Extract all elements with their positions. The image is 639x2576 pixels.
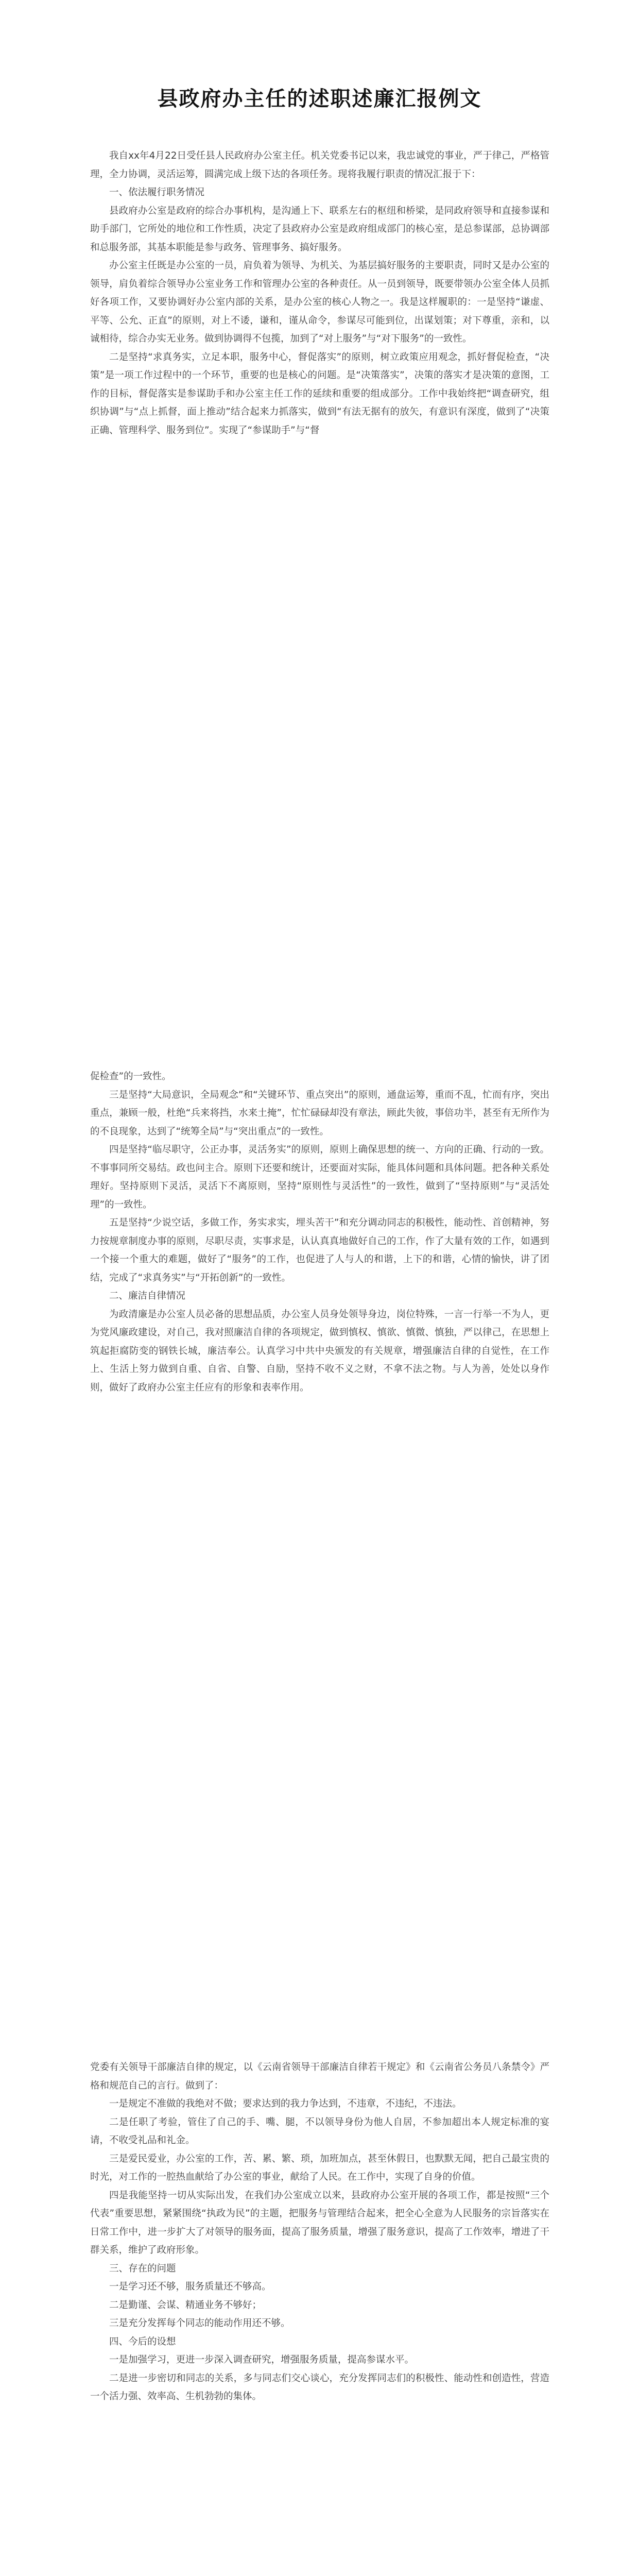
document-section-2 [90,1067,549,1397]
body-paragraph: 四是坚持“临尽职守，公正办事，灵活务实”的原则，原则上确保思想的统一、方向的正确、行动的一致。不事事同所交易结。政也问主合。原则下还要和统计，还要面对实际，能具体问题和具体问题。把各种关系处理好。坚持原则下灵活，灵活下不离原则，坚持“原则性与灵活性”的一致性，做到了“坚持原则”与“灵活处理”的一致性。 [90,1144,549,1210]
body-paragraph: 二是坚持“求真务实，立足本职，服务中心，督促落实”的原则，树立政策应用观念，抓好督促检查，“决策”是一项工作过程中的一个环节，重要的也是核心的问题。是“决策落实”，决策的落实才是决策的意图，工作的目标，督促落实是参谋助手和办公室主任工作的延续和重要的组成部分。工作中我始终把“调查研究，组织协调”与“点上抓督，面上推动”结合起来力抓落实，做到“有法无据有的放矢，有意识有深度，做到了“决策正确、管理科学、服务到位”。实现了“参谋助手”与“督 [90,351,549,436]
list-item: 一是学习还不够，服务质量还不够高。 [109,2281,271,2292]
continuation-paragraph: 党委有关领导干部廉洁自律的规定，以《云南省领导干部廉洁自律若干规定》和《云南省公务员八条禁令》严格和规范自己的言行。做到了： [90,2062,549,2091]
document-section-1 [90,147,549,439]
body-paragraph: 五是坚持“少说空话，多做工作，务实求实，埋头苦干”和充分调动同志的积极性，能动性、首创精神，努力按规章制度办事的原则，尽职尽责，实事求是，认认真真地做好自己的工作，作了大量有效的工作，如遇到一个接一个重大的难题，做好了“服务”的工作，也促进了人与人的和谐，上下的和谐，心情的愉快，讲了团结，完成了“求真务实”与“开拓创新”的一致性。 [90,1217,549,1283]
body-paragraph: 三是爱民爱业，办公室的工作，苦、累、繁、琐，加班加点，甚至休假日，也默默无闻，把自己最宝贵的时光，对工作的一腔热血献给了办公室的事业，献给了人民。在工作中，实现了自身的价值。 [90,2153,549,2182]
list-item: 二是勤谨、会谋、精通业务不够好； [109,2299,262,2311]
body-paragraph: 三是坚持“大局意识，全局观念”和“关键环节、重点突出”的原则，通盘运筹，重而不乱，忙而有序，突出重点，兼顾一般，杜绝“兵来将挡，水来土掩”，忙忙碌碌却没有章法，顾此失彼，事倍功半，甚至有无所作为的不良现象，达到了“统筹全局”与“突出重点”的一致性。 [90,1089,549,1137]
body-paragraph: 为政清廉是办公室人员必备的思想品质，办公室人员身处领导身边，岗位特殊，一言一行举一不为人，更为党风廉政建设，对自己，我对照廉洁自律的各项规定，做到慎权、慎欲、慎微、慎独，严以律己，在思想上筑起拒腐防变的钢铁长城，廉洁奉公。认真学习中共中央颁发的有关规章，增强廉洁自律的自觉性，在工作上、生活上努力做到自重、自省、自警、自励，坚持不收不义之财，不拿不法之物。与人为善，处处以身作则，做好了政府办公室主任应有的形象和表率作用。 [90,1309,549,1393]
body-paragraph: 办公室主任既是办公室的一员，肩负着为领导、为机关、为基层搞好服务的主要职责，同时又是办公室的领导，肩负着综合领导办公室业务工作和管理办公室的各种责任。从一员到领导，既要带领办公室全体人员抓好各项工作，又要协调好办公室内部的关系，是办公室的核心人物之一。我是这样履职的：一是坚持“谦虚、平等、公允、正直”的原则，对上不诿，谦和，谨从命令，参谋尽可能到位，出谋划策；对下尊重，亲和，以诚相待，综合办实无业务。做到协调得不包揽，加到了“对上服务”与“对下服务”的一致性。 [90,260,549,344]
body-paragraph: 一是规定不准做的我绝对不做；要求达到的我力争达到，不违章，不违纪，不违法。 [109,2098,462,2109]
section-heading-plans: 四、今后的设想 [109,2336,176,2347]
body-paragraph: 二是任职了考验，管住了自己的手、嘴、腿，不以领导身份为他人自居，不参加超出本人规定标准的宴请，不收受礼品和礼金。 [90,2116,549,2146]
body-paragraph: 县政府办公室是政府的综合办事机构，是沟通上下、联系左右的枢纽和桥梁，是同政府领导和直接参谋和助手部门，它所处的地位和工作性质，决定了县政府办公室是政府组成部门的核心室，是总参谋部，总协调部和总服务部，其基本职能是参与政务、管理事务、搞好服务。 [90,205,549,253]
document-section-3 [90,2058,549,2406]
section-heading-duties: 一、依法履行职务情况 [109,187,205,198]
body-paragraph: 四是我能坚持一切从实际出发，在我们办公室成立以来，县政府办公室开展的各项工作，都是按照“三个代表”重要思想，紧紧围绕“执政为民”的主题，把服务与管理结合起来，把全心全意为人民服务的宗旨落实在日常工作中，进一步扩大了对领导的服务面，提高了服务质量，增强了服务意识，提高了工作效率，增进了干群关系，维护了政府形象。 [90,2190,549,2256]
page-title: 县政府办主任的述职述廉汇报例文 [157,87,482,111]
section-heading-integrity: 二、廉洁自律情况 [109,1291,186,1301]
section-heading-problems: 三、存在的问题 [109,2263,176,2274]
list-item: 二是进一步密切和同志的关系，多与同志们交心谈心，充分发挥同志们的积极性、能动性和创造性，营造一个活力强、效率高、生机勃勃的集体。 [90,2372,549,2402]
continuation-paragraph: 促检查”的一致性。 [90,1071,171,1082]
intro-paragraph: 我自xx年4月22日受任县人民政府办公室主任。机关党委书记以来，我忠诚党的事业，严于律己，严格管理，全力协调，灵活运筹，圆满完成上级下达的各项任务。现将我履行职责的情况汇报于下： [90,150,549,180]
list-item: 一是加强学习，更进一步深入调查研究，增强服务质量，提高参谋水平。 [109,2354,415,2365]
list-item: 三是充分发挥每个同志的能动作用还不够。 [109,2318,290,2329]
